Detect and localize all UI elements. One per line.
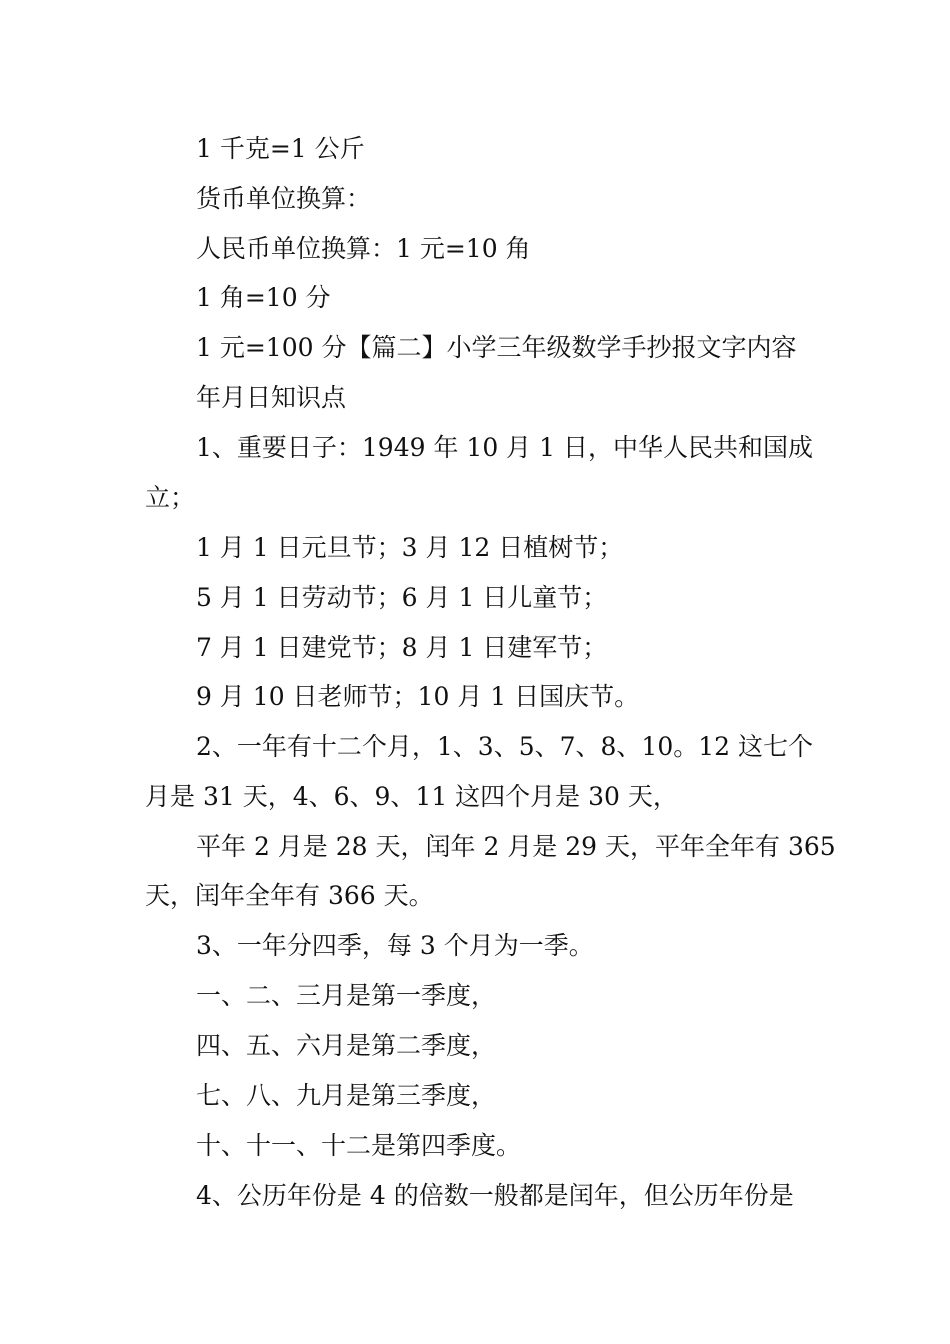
- text-line: 3、一年分四季，每 3 个月为一季。: [196, 931, 594, 960]
- text-line: 7 月 1 日建党节；8 月 1 日建军节；: [196, 633, 608, 662]
- text-line: 4、公历年份是 4 的倍数一般都是闰年，但公历年份是: [196, 1181, 794, 1210]
- text-line: 一、二、三月是第一季度，: [196, 981, 497, 1010]
- text-line: 天，闰年全年有 366 天。: [145, 881, 434, 910]
- text-line: 1 千克=1 公斤: [196, 134, 365, 163]
- text-line: 1 月 1 日元旦节；3 月 12 日植树节；: [196, 533, 624, 562]
- text-line: 2、一年有十二个月，1、3、5、7、8、10。12 这七个: [196, 732, 814, 761]
- text-line: 1 角=10 分: [196, 283, 331, 312]
- text-line: 货币单位换算：: [196, 184, 372, 213]
- section-heading: 年月日知识点: [196, 383, 347, 412]
- text-line: 人民币单位换算：1 元=10 角: [196, 234, 531, 263]
- text-line: 七、八、九月是第三季度，: [196, 1081, 497, 1110]
- text-line: 月是 31 天，4、6、9、11 这四个月是 30 天，: [145, 782, 678, 811]
- text-line: 立；: [145, 483, 196, 512]
- text-line: 四、五、六月是第二季度，: [196, 1031, 497, 1060]
- text-line: 平年 2 月是 28 天，闰年 2 月是 29 天，平年全年有 365: [196, 832, 836, 861]
- text-line: 5 月 1 日劳动节；6 月 1 日儿童节；: [196, 583, 608, 612]
- text-line: 1、重要日子：1949 年 10 月 1 日，中华人民共和国成: [196, 433, 813, 462]
- text-line: 十、十一、十二是第四季度。: [196, 1131, 522, 1160]
- text-line: 1 元=100 分【篇二】小学三年级数学手抄报文字内容: [196, 333, 797, 362]
- text-line: 9 月 10 日老师节；10 月 1 日国庆节。: [196, 682, 640, 711]
